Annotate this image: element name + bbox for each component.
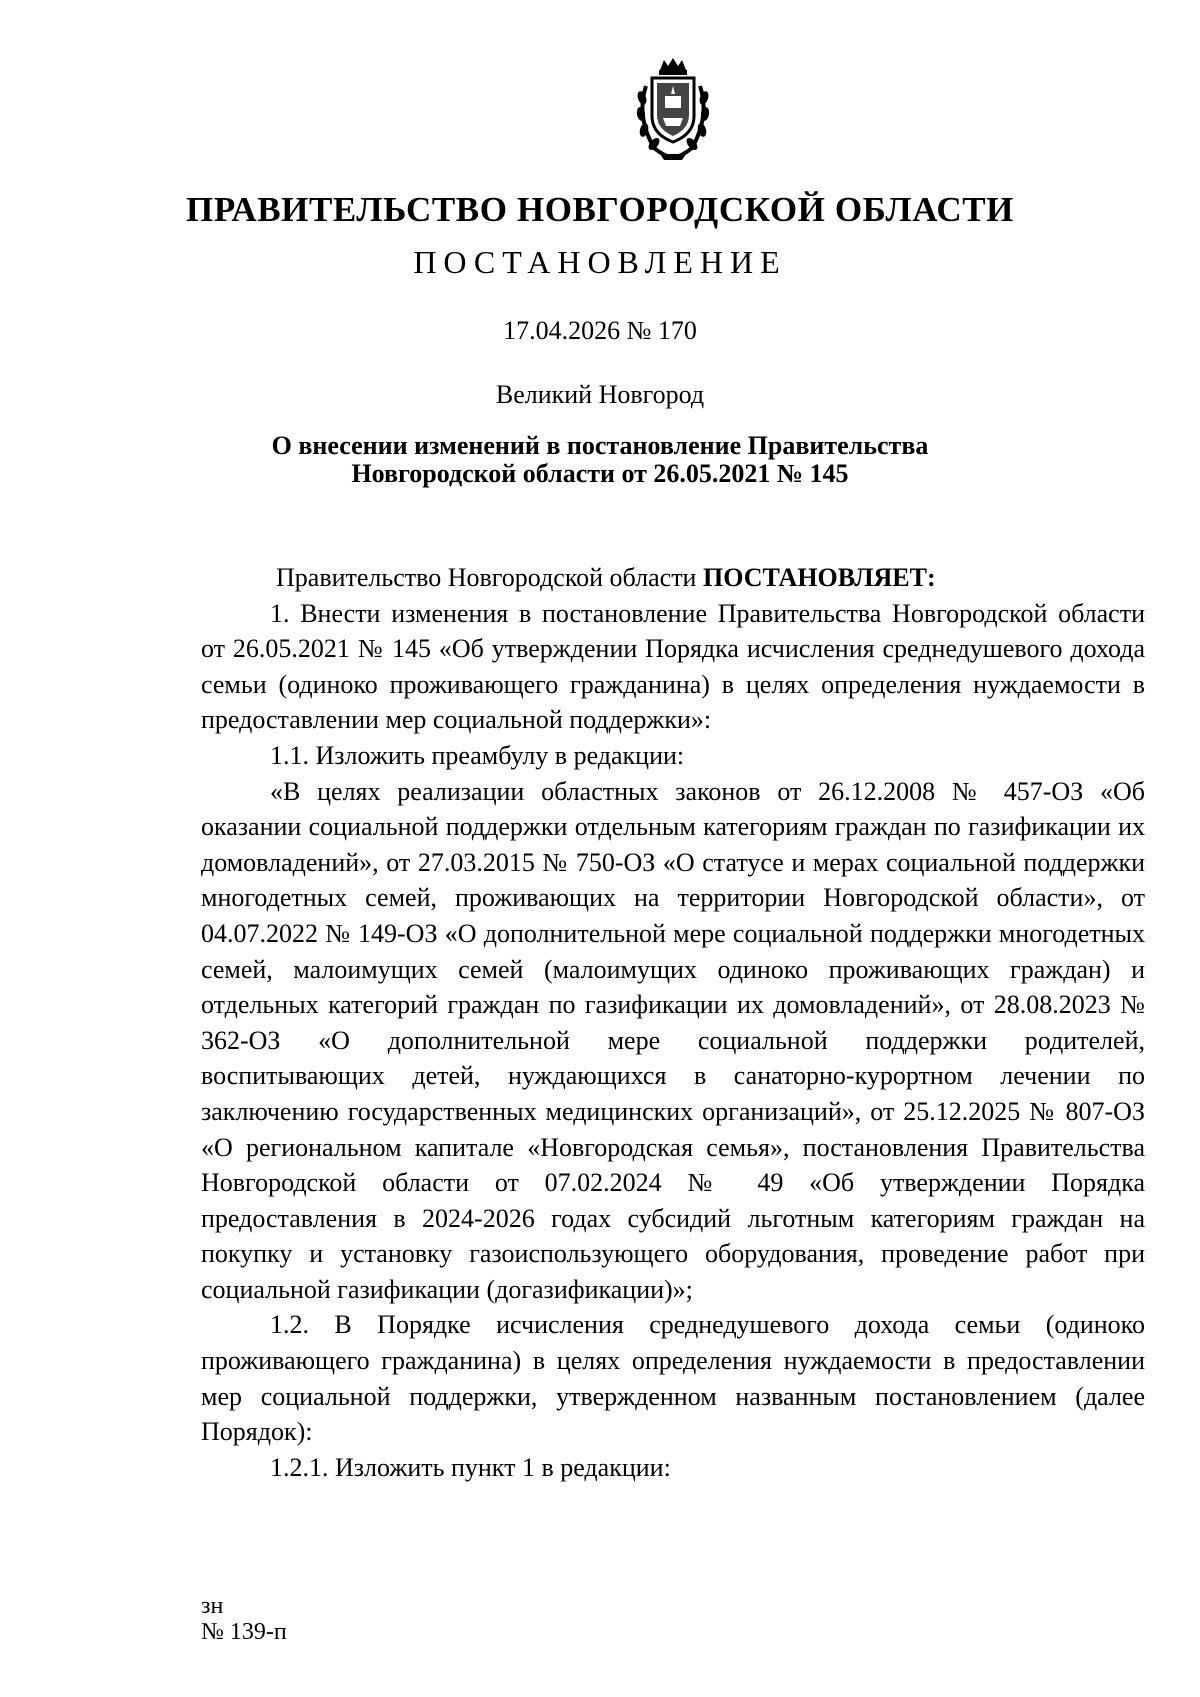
paragraph-1-2-1: 1.2.1. Изложить пункт 1 в редакции:: [270, 1452, 671, 1482]
document-date-number: 17.04.2026 № 170: [503, 316, 697, 345]
paragraph-1: 1. Внести изменения в постановление Правительства Новгородской области от 26.05.2021 № 145 «Об утверждении Порядка исчисления среднедушевого дохода семьи (одиноко проживающего гражданина) в целях определения нуждаемости в предоставлении мер социальной поддержки»:: [201, 598, 1145, 735]
document-city: Великий Новгород: [495, 380, 705, 409]
paragraph-preamble-quote: «В целях реализации областных законов от 26.12.2008 № 457-ОЗ «Об оказании социальной поддержки отдельным категориям граждан по газификации их домовладений», от 27.03.2015 № 750-ОЗ «О статусе и мерах социальной поддержки многодетных семей, проживающих на территории Новгородской области», от 04.07.2022 № 149-ОЗ «О дополнительной мере социальной поддержки многодетных семей, малоимущих семей (малоимущих одиноко проживающих граждан) и отдельных категорий граждан по газификации их домовладений», от 28.08.2023 № 362-ОЗ «О дополнительной мере социальной поддержки родителей, воспитывающих детей, нуждающихся в санаторно-курортном лечении по заключению государственных медицинских организаций», от 25.12.2025 № 807-ОЗ «О региональном капитале «Новгородская семья», постановления Правительства Новгородской области от 07.02.2024 № 49 «Об утверждении Порядка предоставления в 2024-2026 годах субсидий льготным категориям граждан на покупку и установку газоиспользующего оборудования, проведение работ при социальной газификации (догазификации)»;: [201, 776, 1145, 1304]
coat-of-arms-icon: [630, 56, 716, 162]
document-title-line-1: О внесении изменений в постановление Правительства: [271, 431, 929, 460]
document-body: [201, 560, 1145, 1485]
footer-note: [201, 1593, 287, 1645]
document-title: [0, 432, 1200, 488]
footer-initials: зн: [201, 1593, 224, 1619]
footer-doc-code: № 139-п: [201, 1619, 287, 1645]
paragraph-1-1: 1.1. Изложить преамбулу в редакции:: [270, 740, 685, 770]
document-title-line-2: Новгородской области от 26.05.2021 № 145: [351, 459, 849, 488]
organization-name: ПРАВИТЕЛЬСТВО НОВГОРОДСКОЙ ОБЛАСТИ: [186, 190, 1014, 229]
intro-prefix: Правительство Новгородской области: [276, 563, 703, 592]
paragraph-1-2: 1.2. В Порядке исчисления среднедушевого дохода семьи (одиноко проживающего гражданина) в целях определения нуждаемости в предоставлении мер социальной поддержки, утвержденном названным постановлением (далее Порядок):: [201, 1310, 1145, 1447]
intro-paragraph: [201, 560, 1145, 596]
document-type: ПОСТАНОВЛЕНИЕ: [413, 244, 787, 280]
intro-decree-word: ПОСТАНОВЛЯЕТ:: [702, 563, 936, 592]
